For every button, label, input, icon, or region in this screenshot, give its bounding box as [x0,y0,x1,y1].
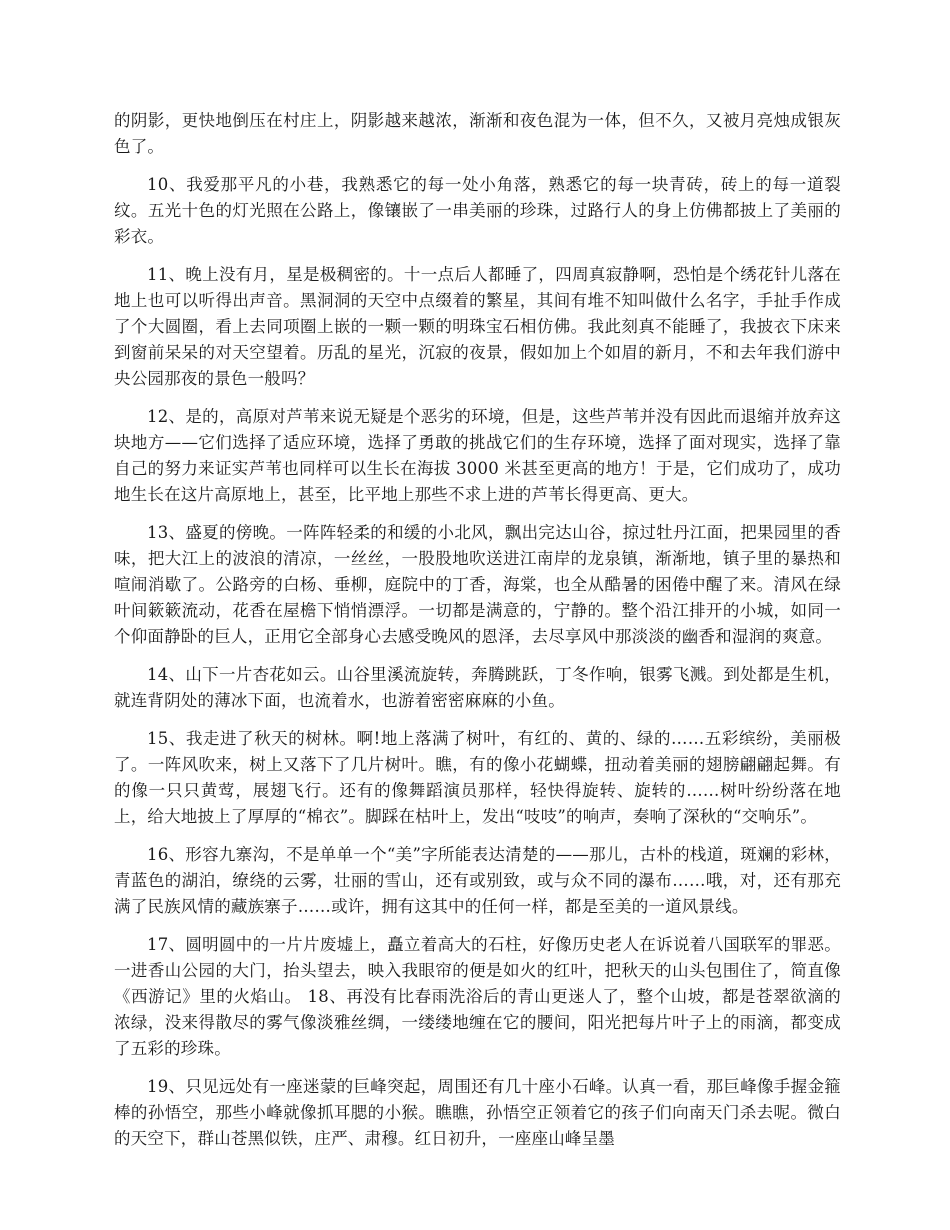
document-body [114,108,841,1164]
paragraph-10: 10、我爱那平凡的小巷，我熟悉它的每一处小角落，熟悉它的每一块青砖，砖上的每一道裂纹。五光十色的灯光照在公路上，像镶嵌了一串美丽的珍珠，过路行人的身上仿佛都披上了美丽的彩衣。 [114,175,841,246]
paragraph-14: 14、山下一片杏花如云。山谷里溪流旋转，奔腾跳跃，丁冬作响，银雾飞溅。到处都是生机，就连背阴处的薄冰下面，也流着水，也游着密密麻麻的小鱼。 [114,665,841,710]
paragraph-13: 13、盛夏的傍晚。一阵阵轻柔的和缓的小北风，飘出完达山谷，掠过牡丹江面，把果园里的香味，把大江上的波浪的清凉，一丝丝，一股股地吹送进江南岸的龙泉镇，渐渐地，镇子里的暴热和喧闹消歇了。公路旁的白杨、垂柳，庭院中的丁香，海棠，也全从酷暑的困倦中醒了来。清风在绿叶间簌簌流动，花香在屋檐下悄悄漂浮。一切都是满意的，宁静的。整个沿江排开的小城，如同一个仰面静卧的巨人，正用它全部身心去感受晚风的恩泽，去尽享风中那淡淡的幽香和湿润的爽意。 [114,523,841,646]
paragraph-19: 19、只见远处有一座迷蒙的巨峰突起，周围还有几十座小石峰。认真一看，那巨峰像手握金箍棒的孙悟空，那些小峰就像抓耳腮的小猴。瞧瞧，孙悟空正领着它的孩子们向南天门杀去呢。微白的天空下，群山苍黑似铁，庄严、肃穆。红日初升，一座座山峰呈墨 [114,1077,841,1148]
paragraph-12: 12、是的，高原对芦苇来说无疑是个恶劣的环境，但是，这些芦苇并没有因此而退缩并放弃这块地方——它们选择了适应环境，选择了勇敢的挑战它们的生存环境，选择了面对现实，选择了靠自己的努力来证实芦苇也同样可以生长在海拔 3000 米甚至更高的地方！于是，它们成功了，成功地生长在这片高原地上，甚至，比平地上那些不求上进的芦苇长得更高、更大。 [114,407,841,504]
paragraph-17-18: 17、圆明圆中的一片片废墟上，矗立着高大的石柱，好像历史老人在诉说着八国联军的罪恶。一进香山公园的大门，抬头望去，映入我眼帘的便是如火的红叶，把秋天的山头包围住了，简直像《西游记》里的火焰山。 18、再没有比春雨洗浴后的青山更迷人了，整个山坡，都是苍翠欲滴的浓绿，没来得散尽的雾气像淡雅丝绸，一缕缕地缠在它的腰间，阳光把每片叶子上的雨滴，都变成了五彩的珍珠。 [114,935,841,1058]
paragraph-15: 15、我走进了秋天的树林。啊!地上落满了树叶，有红的、黄的、绿的……五彩缤纷，美丽极了。一阵风吹来，树上又落下了几片树叶。瞧，有的像小花蝴蝶，扭动着美丽的翅膀翩翩起舞。有的像一只只黄莺，展翅飞行。还有的像舞蹈演员那样，轻快得旋转、旋转的……树叶纷纷落在地上，给大地披上了厚厚的“棉衣”。脚踩在枯叶上，发出“吱吱”的响声，奏响了深秋的“交响乐”。 [114,729,841,826]
paragraph-16: 16、形容九寨沟，不是单单一个“美”字所能表达清楚的——那儿，古朴的栈道，斑斓的彩林，青蓝色的湖泊，缭绕的云雾，壮丽的雪山，还有或别致，或与众不同的瀑布……哦，对，还有那充满了民族风情的藏族寨子……或许，拥有这其中的任何一样，都是至美的一道风景线。 [114,845,841,916]
paragraph-continued: 的阴影，更快地倒压在村庄上，阴影越来越浓，渐渐和夜色混为一体，但不久，又被月亮烛成银灰色了。 [114,111,841,156]
paragraph-11: 11、晚上没有月，星是极稠密的。十一点后人都睡了，四周真寂静啊，恐怕是个绣花针儿落在地上也可以听得出声音。黑洞洞的天空中点缀着的繁星，其间有堆不知叫做什么名字，手扯手作成了个大圆圈，看上去同项圈上嵌的一颗一颗的明珠宝石相仿佛。我此刻真不能睡了，我披衣下床来到窗前呆呆的对天空望着。历乱的星光，沉寂的夜景，假如加上个如眉的新月，不和去年我们游中央公园那夜的景色一般吗？ [114,265,841,388]
